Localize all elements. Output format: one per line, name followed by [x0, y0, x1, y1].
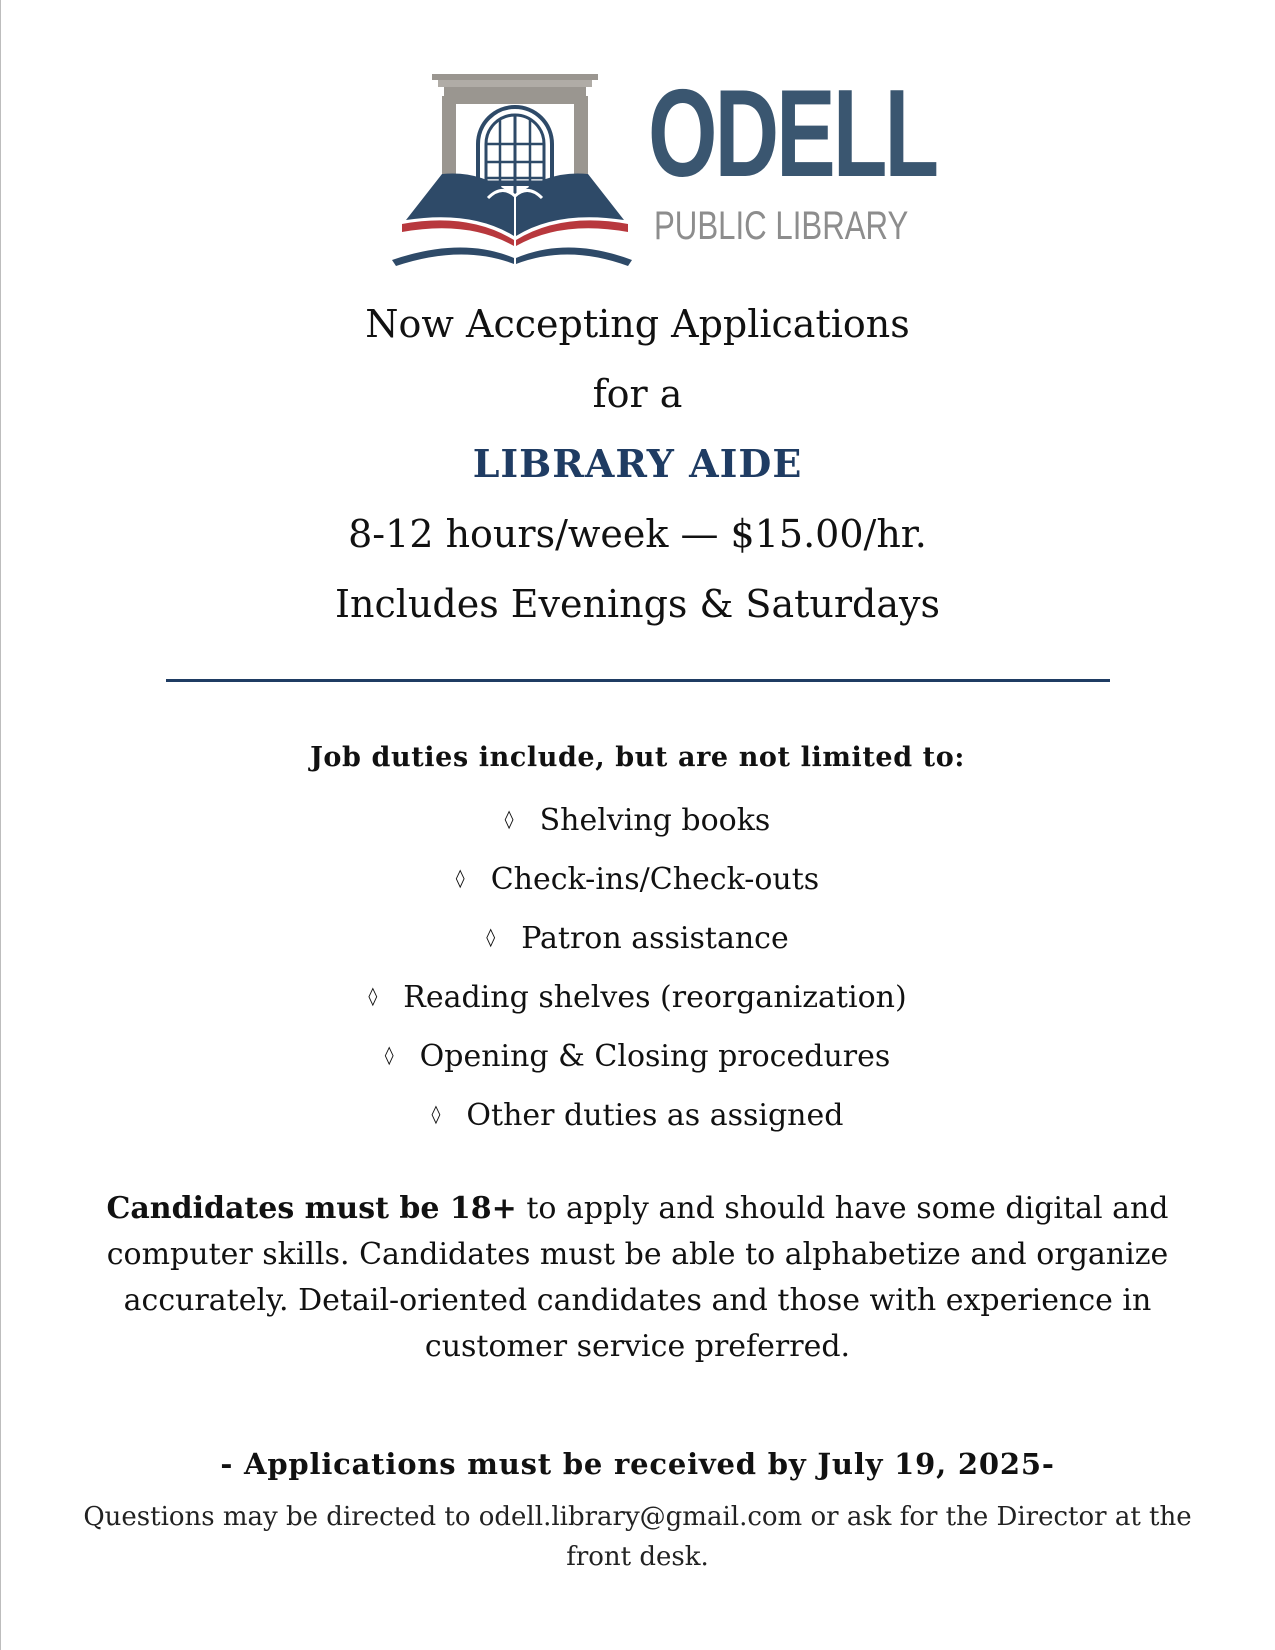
logo-wordmark: ODELL: [648, 65, 937, 203]
hours-pay: 8-12 hours/week — $15.00/hr.: [348, 512, 927, 556]
duty-text: Shelving books: [539, 803, 771, 838]
diamond-bullet-icon: ◊: [455, 868, 465, 889]
requirements-lead: Candidates must be 18+: [106, 1191, 517, 1226]
contact-info: Questions may be directed to odell.library@gmail.com or ask for the Director at the front desk.: [83, 1502, 1192, 1572]
duty-text: Check-ins/Check-outs: [490, 862, 820, 897]
library-building-book-icon: [392, 74, 632, 274]
duty-item: [0, 803, 1275, 840]
duty-item: [0, 1039, 1275, 1076]
duty-item: [0, 1098, 1275, 1135]
duty-text: Opening & Closing procedures: [419, 1039, 891, 1074]
diamond-bullet-icon: ◊: [384, 1045, 394, 1066]
duty-text: Other duties as assigned: [466, 1098, 844, 1133]
duty-text: Patron assistance: [521, 921, 789, 956]
requirements-text: to apply and should have some digital and computer skills. Candidates must be able to alphabetize and organize accurately. Detail-oriented candidates and those with experience in customer service preferred.: [106, 1191, 1169, 1364]
section-divider: [166, 679, 1110, 682]
schedule: Includes Evenings & Saturdays: [335, 582, 940, 626]
duty-text: Reading shelves (reorganization): [403, 980, 907, 1015]
diamond-bullet-icon: ◊: [504, 809, 514, 830]
job-title: LIBRARY AIDE: [472, 441, 803, 486]
application-deadline: - Applications must be received by July 19, 2025-: [220, 1447, 1055, 1481]
duty-item: [0, 921, 1275, 958]
headline-line-1: Now Accepting Applications: [365, 302, 910, 346]
requirements-paragraph: [90, 1186, 1185, 1370]
logo-subtitle: PUBLIC LIBRARY: [654, 204, 909, 248]
diamond-bullet-icon: ◊: [486, 927, 496, 948]
duty-item: [0, 862, 1275, 899]
duty-item: [0, 980, 1275, 1017]
diamond-bullet-icon: ◊: [431, 1104, 441, 1125]
duties-heading: Job duties include, but are not limited to:: [310, 742, 965, 773]
diamond-bullet-icon: ◊: [368, 986, 378, 1007]
library-logo: [392, 65, 937, 274]
headline-line-2: for a: [592, 372, 683, 416]
